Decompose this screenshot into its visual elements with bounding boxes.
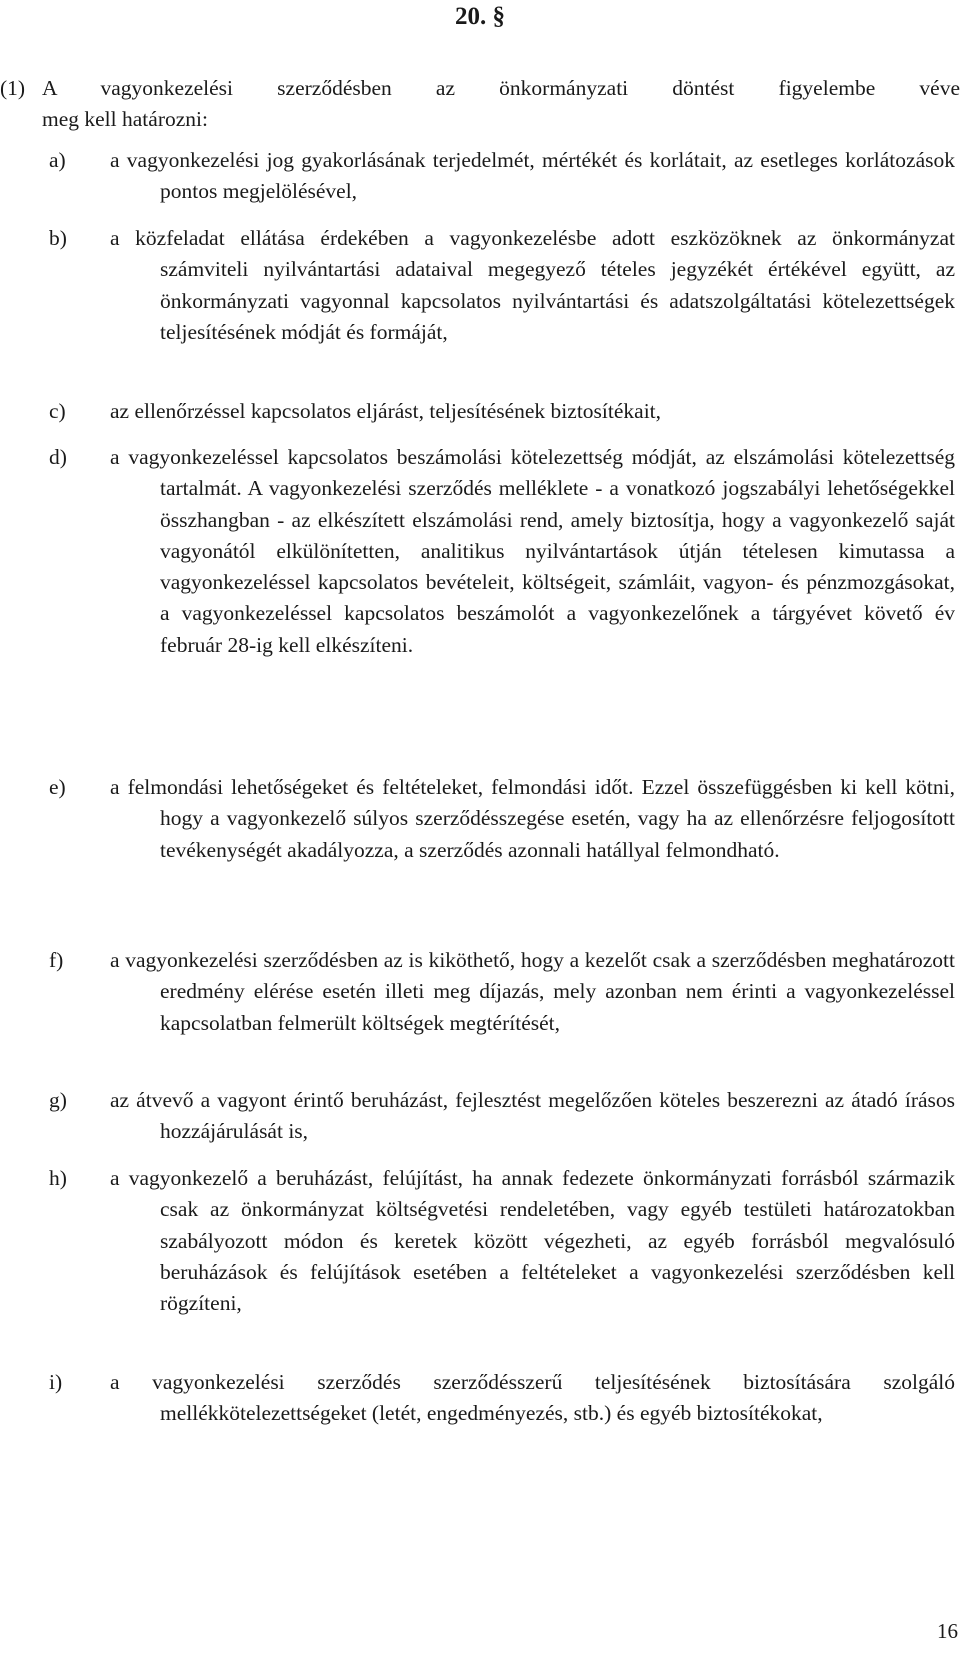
item-label: c) <box>49 399 66 423</box>
item-label: d) <box>49 445 67 469</box>
item-label: g) <box>49 1088 67 1112</box>
item-label: b) <box>49 226 67 250</box>
item-text: a vagyonkezelési szerződés szerződésszerű teljesítésének biztosítására szolgáló mellékkötelezettségeket (letét, engedményezés, stb.) és egyéb biztosítékokat, <box>110 1370 955 1426</box>
section-heading: 20. § <box>455 3 505 30</box>
item-text: az átvevő a vagyont érintő beruházást, fejlesztést megelőzően köteles beszerezni az átadó írásos hozzájárulását is, <box>110 1088 955 1144</box>
item-label: e) <box>49 775 66 799</box>
item-label: a) <box>49 148 66 172</box>
paragraph-number: (1) <box>0 76 26 100</box>
page-number: 16 <box>937 1619 958 1643</box>
item-label: f) <box>49 948 64 972</box>
item-label: i) <box>49 1370 63 1394</box>
item-text: a vagyonkezeléssel kapcsolatos beszámolási kötelezettség módját, az elszámolási kötelezettség tartalmát. A vagyonkezelési szerződés melléklete - a vonatkozó jogszabályi lehetőségekkel összhangban - az elkészített elszámolási rend, amely biztosítja, hogy a vagyonkezelő saját vagyonától elkülönítetten, analitikus nyilvántartások útján tételesen kimutassa a vagyonkezeléssel kapcsolatos bevételeit, költségeit, számláit, vagyon- és pénzmozgásokat, a vagyonkezeléssel kapcsolatos beszámolót a vagyonkezelőnek a tárgyévet követő év február 28-ig kell elkészíteni. <box>110 445 955 657</box>
item-label: h) <box>49 1166 67 1190</box>
item-text: a vagyonkezelési szerződésben az is kiköthető, hogy a kezelőt csak a szerződésben meghatározott eredmény elérése esetén illeti meg díjazás, mely azonban nem érinti a vagyonkezeléssel kapcsolatban felmerült költségek megtérítését, <box>110 948 955 1035</box>
item-text: a közfeladat ellátása érdekében a vagyonkezelésbe adott eszközöknek az önkormányzat számviteli nyilvántartási adataival megegyező tételes jegyzékét értékével együtt, az önkormányzati vagyonnal kapcsolatos nyilvántartási és adatszolgáltatási kötelezettségek teljesítésének módját és formáját, <box>110 226 955 344</box>
intro-line-2: meg kell határozni: <box>42 107 208 131</box>
item-text: a felmondási lehetőségeket és feltételeket, felmondási időt. Ezzel összefüggésben ki kell kötni, hogy a vagyonkezelő súlyos szerződésszegése esetén, vagy ha az ellenőrzésre feljogosított tevékenységét akadályozza, a szerződés azonnali hatállyal felmondható. <box>110 775 955 862</box>
item-text: a vagyonkezelő a beruházást, felújítást, ha annak fedezete önkormányzati forrásból származik csak az önkormányzat költségvetési rendeletében, vagy egyéb testületi határozatokban szabályozott módon és keretek között végezheti, az egyéb forrásból megvalósuló beruházások és felújítások esetében a feltételeket a vagyonkezelési szerződésben kell rögzíteni, <box>110 1166 955 1316</box>
item-text: az ellenőrzéssel kapcsolatos eljárást, teljesítésének biztosítékait, <box>110 399 662 423</box>
intro-line-1: A vagyonkezelési szerződésben az önkormányzati döntést figyelembe véve <box>42 76 960 100</box>
item-text: a vagyonkezelési jog gyakorlásának terjedelmét, mértékét és korlátait, az esetleges korlátozások pontos megjelölésével, <box>110 148 955 204</box>
